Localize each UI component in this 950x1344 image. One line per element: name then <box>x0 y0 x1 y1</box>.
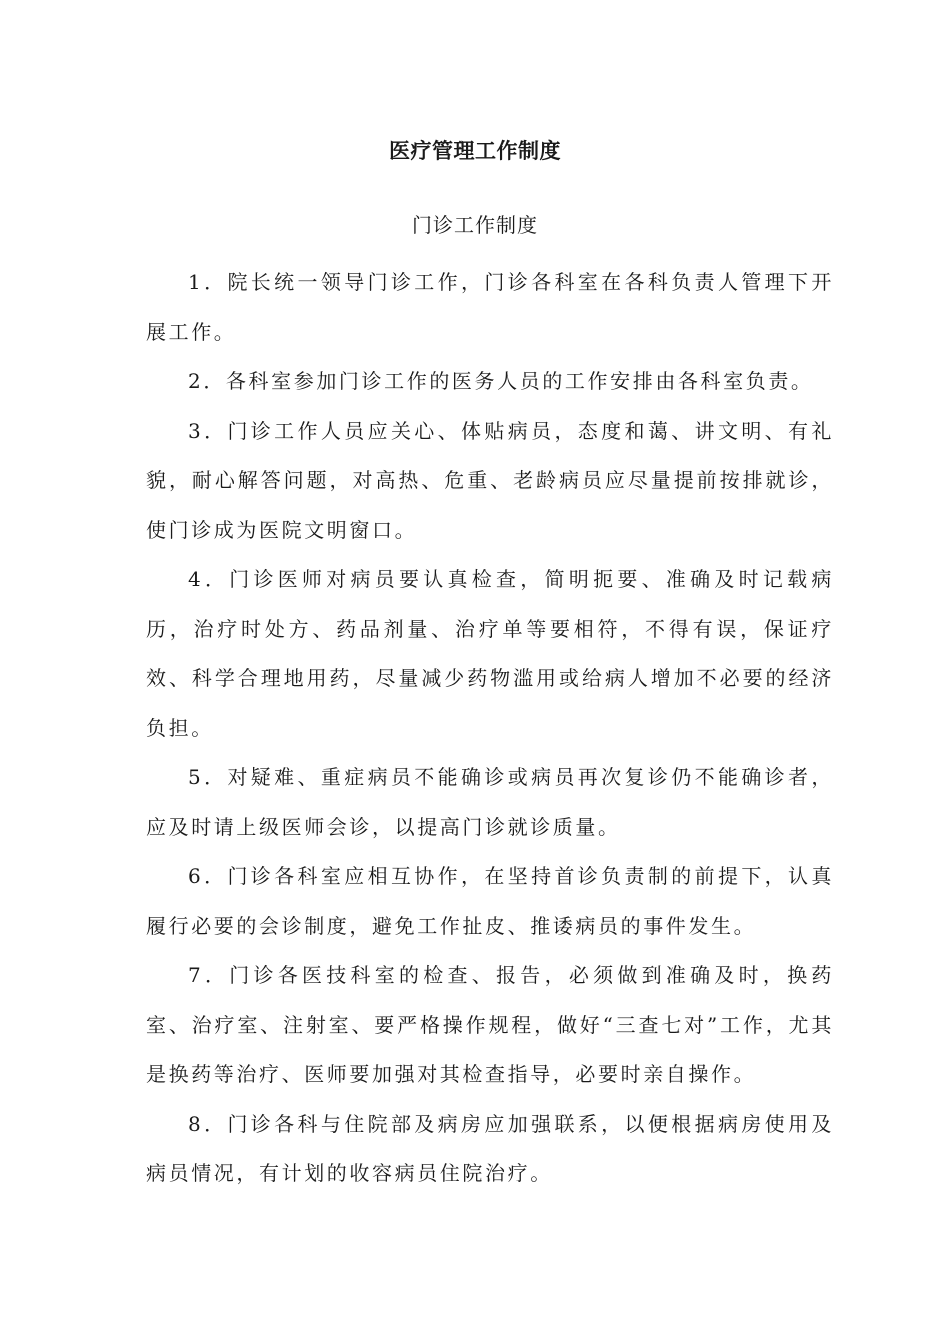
paragraph-8: 8．门诊各科与住院部及病房应加强联系，以便根据病房使用及病员情况，有计划的收容病员住院治疗。 <box>146 1111 834 1185</box>
section-title: 门诊工作制度 <box>412 213 538 237</box>
paragraph-4: 4．门诊医师对病员要认真检查，简明扼要、准确及时记载病历，治疗时处方、药品剂量、治疗单等要相符，不得有误，保证疗效、科学合理地用药，尽量减少药物滥用或给病人增加不必要的经济负担。 <box>146 567 834 740</box>
paragraph-7: 7．门诊各医技科室的检查、报告，必须做到准确及时，换药室、治疗室、注射室、要严格操作规程，做好“三查七对”工作，尤其是换药等治疗、医师要加强对其检查指导，必要时亲自操作。 <box>146 963 834 1086</box>
document-body <box>146 258 834 1199</box>
document-title: 医疗管理工作制度 <box>389 139 561 163</box>
paragraph-1: 1．院长统一领导门诊工作，门诊各科室在各科负责人管理下开展工作。 <box>146 270 834 344</box>
paragraph-5: 5．对疑难、重症病员不能确诊或病员再次复诊仍不能确诊者，应及时请上级医师会诊，以提高门诊就诊质量。 <box>146 765 834 839</box>
paragraph-6: 6．门诊各科室应相互协作，在坚持首诊负责制的前提下，认真履行必要的会诊制度，避免工作扯皮、推诿病员的事件发生。 <box>146 864 834 938</box>
paragraph-3: 3．门诊工作人员应关心、体贴病员，态度和蔼、讲文明、有礼貌，耐心解答问题，对高热、危重、老龄病员应尽量提前按排就诊，使门诊成为医院文明窗口。 <box>146 418 834 542</box>
paragraph-2: 2．各科室参加门诊工作的医务人员的工作安排由各科室负责。 <box>188 369 814 393</box>
